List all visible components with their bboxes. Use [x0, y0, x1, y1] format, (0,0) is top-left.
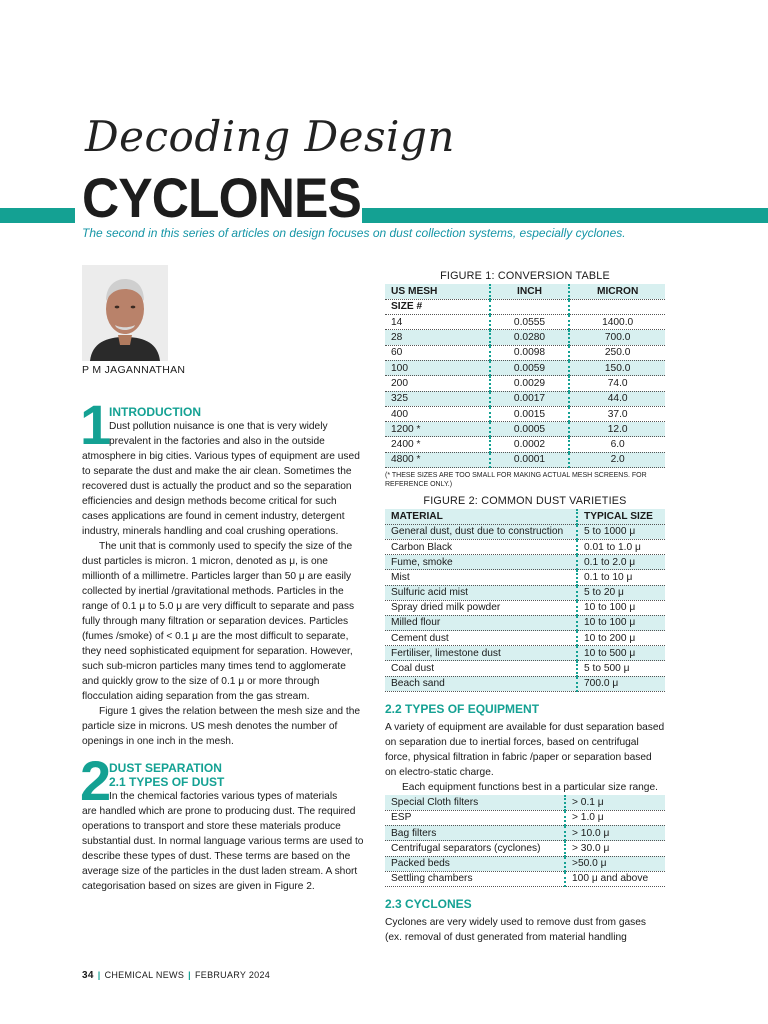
- table-cell: Coal dust: [391, 663, 435, 675]
- table-cell: 0.0002: [490, 437, 570, 452]
- table-cell: 0.0059: [490, 360, 570, 375]
- column-header: TYPICAL SIZE: [577, 509, 665, 524]
- table-row: [385, 345, 665, 360]
- table-cell: > 0.1 μ: [565, 795, 665, 810]
- table-row: [385, 376, 665, 391]
- figure-1-caption: FIGURE 1: CONVERSION TABLE: [440, 270, 610, 282]
- table-cell: 0.0098: [490, 345, 570, 360]
- table-cell: Cement dust: [391, 632, 449, 644]
- table-row: [385, 841, 665, 856]
- table-row: [385, 615, 665, 630]
- table-cell: Spray dried milk powder: [391, 602, 501, 614]
- table-cell: 0.0005: [490, 422, 570, 437]
- paragraph: Cyclones are very widely used to remove dust from gases (ex. removal of dust generated from material handling: [385, 917, 647, 944]
- table-cell: 2.0: [569, 452, 665, 467]
- table-row: [385, 871, 665, 886]
- table-cell: Packed beds: [391, 858, 450, 870]
- column-subheader: SIZE #: [391, 301, 423, 313]
- footer-separator: |: [97, 970, 101, 980]
- table-cell: 0.0280: [490, 330, 570, 345]
- subsection-heading: 2.3 CYCLONES: [385, 897, 472, 912]
- table-row: [385, 330, 665, 345]
- table-row: [385, 856, 665, 871]
- table-row: [385, 631, 665, 646]
- table-cell: 10 to 100 μ: [577, 615, 665, 630]
- table-cell: Carbon Black: [391, 541, 453, 553]
- table-header-row: [385, 509, 665, 524]
- table-cell: 6.0: [569, 437, 665, 452]
- table-cell: 0.0029: [490, 376, 570, 391]
- table-cell: 12.0: [569, 422, 665, 437]
- table-cell: 0.01 to 1.0 μ: [577, 539, 665, 554]
- table-cell: > 1.0 μ: [565, 810, 665, 825]
- table-cell: 1400.0: [569, 315, 665, 330]
- paragraph: atmosphere in big cities. Various types of equipment are used to separate the dust and make the air clean. Sometimes the recovered dust is actually the product and so the separation efficiencies and design methods become critical for such cases applications are found in cement industry, detergent industry, minerals handling and coal crushing operations.: [82, 451, 360, 537]
- column-header: INCH: [490, 284, 570, 299]
- table-cell: 5 to 500 μ: [577, 661, 665, 676]
- column-header: MICRON: [569, 284, 665, 299]
- table-cell: 74.0: [569, 376, 665, 391]
- table-row: [385, 452, 665, 467]
- column-header: US MESH: [391, 285, 438, 297]
- right-column: [385, 270, 665, 945]
- table-row: [385, 555, 665, 570]
- table-cell: ESP: [391, 812, 412, 824]
- section-heading: INTRODUCTION: [109, 405, 201, 419]
- table-subheader-row: [385, 299, 665, 314]
- table-cell: 700.0: [569, 330, 665, 345]
- paragraph: In the chemical factories various types of materials: [109, 791, 338, 802]
- table-cell: 100 μ and above: [565, 871, 665, 886]
- table-cell: 60: [391, 347, 403, 359]
- table-cell: Fertiliser, limestone dust: [391, 647, 501, 659]
- table-row: [385, 810, 665, 825]
- paragraph: are handled which are prone to producing dust. The required operations to transport and store these materials produce substantial dust. In normal language various terms are used to describe these types of dust. These terms are based on the average size of the particles in the dust laden stream. A short categorisation based on sizes are given in Figure 2.: [82, 806, 364, 892]
- table-cell: 5 to 20 μ: [577, 585, 665, 600]
- table-cell: 44.0: [569, 391, 665, 406]
- table-cell: Special Cloth filters: [391, 796, 479, 808]
- subsection-heading: 2.2 TYPES OF EQUIPMENT: [385, 701, 540, 716]
- table-row: [385, 646, 665, 661]
- table-row: [385, 437, 665, 452]
- subsection-heading: 2.1 TYPES OF DUST: [109, 775, 225, 789]
- table-cell: Settling chambers: [391, 873, 473, 885]
- table-cell: 0.0555: [490, 315, 570, 330]
- table-cell: Mist: [391, 571, 410, 583]
- table-cell: Centrifugal separators (cyclones): [391, 842, 541, 854]
- series-kicker: Decoding Design: [85, 112, 455, 161]
- table-cell: 10 to 100 μ: [577, 600, 665, 615]
- table-footnote: (* THESE SIZES ARE TOO SMALL FOR MAKING ACTUAL MESH SCREENS. FOR REFERENCE ONLY.): [385, 472, 647, 489]
- table-cell: 37.0: [569, 406, 665, 421]
- table-row: [385, 539, 665, 554]
- author-portrait-image: [82, 265, 168, 361]
- table-row: [385, 825, 665, 840]
- column-header: MATERIAL: [391, 510, 443, 522]
- table-cell: Bag filters: [391, 827, 437, 839]
- table-cell: 250.0: [569, 345, 665, 360]
- table-row: [385, 406, 665, 421]
- table-cell: >50.0 μ: [565, 856, 665, 871]
- table-cell: > 10.0 μ: [565, 825, 665, 840]
- table-cell: General dust, dust due to construction: [391, 526, 564, 538]
- table-row: [385, 795, 665, 810]
- section-dust-separation: [80, 749, 365, 894]
- section-number: 1: [80, 393, 112, 456]
- dust-varieties-table: [385, 509, 665, 692]
- table-cell: 400: [391, 408, 408, 420]
- figure-2-caption: FIGURE 2: COMMON DUST VARIETIES: [423, 495, 627, 508]
- table-row: [385, 422, 665, 437]
- section-introduction: [80, 393, 365, 749]
- table-cell: Milled flour: [391, 617, 441, 629]
- standfirst: The second in this series of articles on design focuses on dust collection systems, especially cyclones.: [82, 226, 626, 240]
- table-cell: Beach sand: [391, 678, 445, 690]
- table-cell: 2400 *: [391, 439, 421, 451]
- table-cell: 4800 *: [391, 454, 421, 466]
- title-accent-bar-right: [362, 208, 768, 223]
- page-number: 34: [82, 970, 94, 981]
- table-cell: 14: [391, 316, 403, 328]
- table-cell: 10 to 500 μ: [577, 646, 665, 661]
- table-cell: Fume, smoke: [391, 556, 453, 568]
- table-row: [385, 676, 665, 691]
- table-cell: 700.0 μ: [577, 676, 665, 691]
- table-cell: Sulfuric acid mist: [391, 587, 468, 599]
- author-photo: [82, 265, 168, 361]
- table-cell: 0.0017: [490, 391, 570, 406]
- publication-name: CHEMICAL NEWS: [104, 970, 185, 980]
- section-number: 2: [80, 749, 112, 812]
- issue-date: FEBRUARY 2024: [194, 970, 271, 980]
- table-cell: 10 to 200 μ: [577, 631, 665, 646]
- left-column: [80, 393, 365, 894]
- table-row: [385, 391, 665, 406]
- table-cell: 150.0: [569, 360, 665, 375]
- title-accent-bar-left: [0, 208, 75, 223]
- paragraph: Dust pollution nuisance is one that is very widely prevalent in the factories and also in the outside: [109, 421, 328, 447]
- table-cell: > 30.0 μ: [565, 841, 665, 856]
- table-cell: 0.0001: [490, 452, 570, 467]
- table-header-row: [385, 284, 665, 299]
- table-row: [385, 585, 665, 600]
- table-cell: 5 to 1000 μ: [577, 524, 665, 539]
- table-row: [385, 360, 665, 375]
- table-cell: 0.0015: [490, 406, 570, 421]
- author-byline: P M JAGANNATHAN: [82, 364, 186, 376]
- table-row: [385, 524, 665, 539]
- article-title: CYCLONES: [82, 166, 361, 229]
- paragraph: A variety of equipment are available for dust separation based on separation due to inertial forces, based on centrifugal force, physical filtration in fabric /paper or separation based on electro-static charge.: [385, 721, 665, 778]
- table-row: [385, 661, 665, 676]
- page-footer: [82, 970, 270, 981]
- table-cell: 28: [391, 332, 403, 344]
- table-cell: 1200 *: [391, 423, 421, 435]
- table-row: [385, 570, 665, 585]
- paragraph: The unit that is commonly used to specify the size of the dust particles is micron. 1 micron, denoted as μ, is one millionth of a millimetre. Particles larger than 50 μ are easily collected by inertial /gravitational methods. Particles in the range of 0.1 μ to 5.0 μ are very difficult to separate and pass fully through many filtration or separation devices. Particles (fumes /smoke) of < 0.1 μ are the most difficult to separate, they need sophisticated equipment for separation. However, such sub-micron particles many times tend to agglomerate and quickly grow to the size of 0.1 μ or more through flocculation aiding separation from the gas stream.: [82, 541, 355, 702]
- footer-separator: |: [188, 970, 191, 980]
- equipment-size-table: [385, 795, 665, 887]
- table-cell: 0.1 to 2.0 μ: [577, 555, 665, 570]
- paragraph: Figure 1 gives the relation between the mesh size and the particle size in microns. US mesh denotes the number of openings in one inch in the mesh.: [82, 706, 361, 747]
- table-row: [385, 600, 665, 615]
- paragraph: Each equipment functions best in a particular size range.: [402, 781, 658, 793]
- table-row: [385, 315, 665, 330]
- table-cell: 100: [391, 362, 408, 374]
- conversion-table: [385, 284, 665, 468]
- table-cell: 200: [391, 377, 408, 389]
- section-heading: DUST SEPARATION: [109, 761, 222, 775]
- table-cell: 325: [391, 393, 408, 405]
- table-cell: 0.1 to 10 μ: [577, 570, 665, 585]
